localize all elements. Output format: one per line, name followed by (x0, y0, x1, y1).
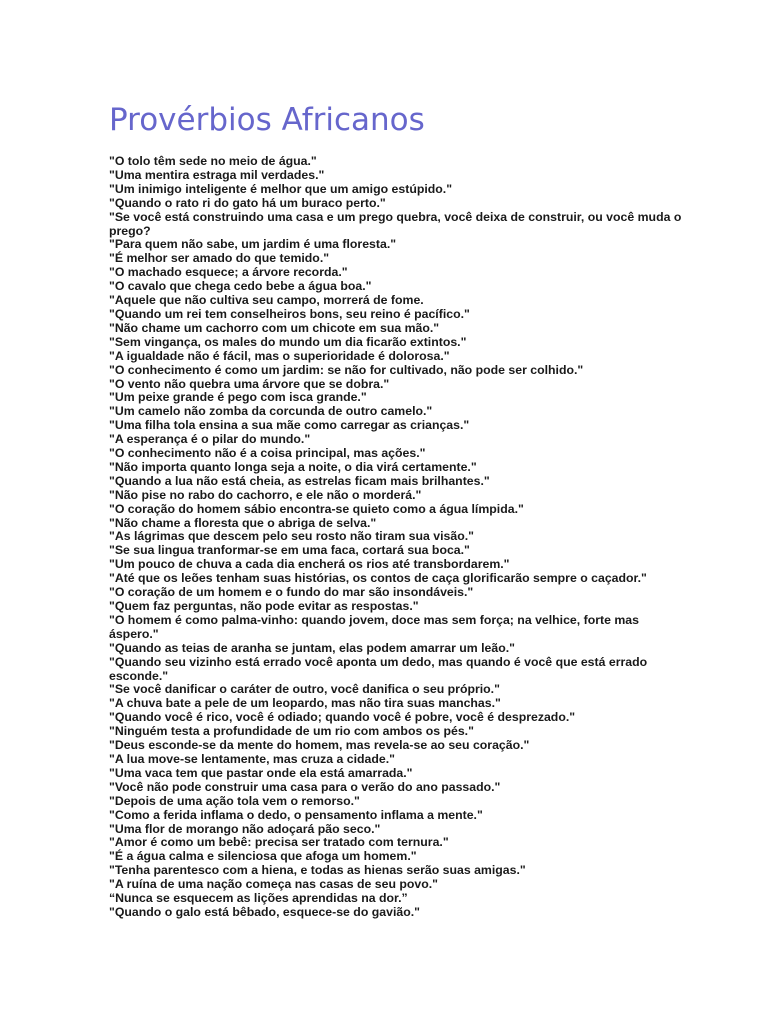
proverb-item: "Ninguém testa a profundidade de um rio com ambos os pés." (109, 724, 474, 739)
proverb-item: "É melhor ser amado do que temido." (109, 251, 330, 266)
proverb-item: "Uma filha tola ensina a sua mãe como carregar as crianças." (109, 418, 470, 433)
proverb-item: "O vento não quebra uma árvore que se dobra." (109, 376, 390, 391)
proverb-item: "Sem vingança, os males do mundo um dia ficarão extintos." (109, 334, 467, 349)
proverb-item: "Quando o galo está bêbado, esquece-se do gavião." (109, 904, 420, 919)
proverb-item: "Quem faz perguntas, não pode evitar as respostas." (109, 599, 419, 613)
proverb-item: "Quando um rei tem conselheiros bons, seu reino é pacífico." (109, 306, 470, 321)
proverb-item: "O conhecimento não é a coisa principal, mas ações." (109, 446, 426, 461)
proverb-item: "A esperança é o pilar do mundo." (109, 432, 311, 447)
proverb-item: "O coração de um homem e o fundo do mar são insondáveis." (109, 585, 474, 600)
proverb-item: "O cavalo que chega cedo bebe a água boa." (109, 279, 372, 294)
proverb-item: "Você não pode construir uma casa para o verão do ano passado." (109, 779, 501, 794)
proverb-item: "O coração do homem sábio encontra-se quieto como a água límpida." (109, 501, 524, 516)
proverb-item: "É a água calma e silenciosa que afoga um homem." (109, 849, 417, 864)
proverb-item: "A chuva bate a pele de um leopardo, mas não tira suas manchas." (109, 696, 501, 711)
proverb-item: "Quando as teias de aranha se juntam, elas podem amarrar um leão." (109, 640, 515, 655)
proverb-list (109, 155, 691, 920)
proverb-item: "Não pise no rabo do cachorro, e ele não o morderá." (109, 487, 422, 502)
proverb-item: "Não importa quanto longa seja a noite, o dia virá certamente." (109, 459, 477, 474)
proverb-item: "Um inimigo inteligente é melhor que um amigo estúpido." (109, 181, 453, 196)
proverb-item: "Um peixe grande é pego com isca grande." (109, 390, 367, 405)
proverb-item: "Se você danificar o caráter de outro, você danifica o seu próprio." (109, 682, 500, 697)
proverb-item: "A ruína de uma nação começa nas casas de seu povo." (109, 877, 439, 892)
proverb-item: "Uma mentira estraga mil verdades." (109, 167, 325, 182)
proverb-item: "Se você está construindo uma casa e um prego quebra, você deixa de construir, ou você muda o prego? (109, 209, 682, 238)
proverb-item: "A igualdade não é fácil, mas o superioridade é dolorosa." (109, 348, 450, 363)
proverb-item: "O machado esquece; a árvore recorda." (109, 265, 348, 280)
proverb-item: "Quando você é rico, você é odiado; quando você é pobre, você é desprezado." (109, 710, 576, 725)
proverb-item: "As lágrimas que descem pelo seu rosto não tiram sua visão." (109, 529, 474, 544)
proverb-item: "Quando a lua não está cheia, as estrelas ficam mais brilhantes." (109, 473, 490, 488)
proverb-item: "Se sua lingua tranformar-se em uma faca, cortará sua boca." (109, 543, 470, 558)
proverb-item: "A lua move-se lentamente, mas cruza a cidade." (109, 751, 395, 766)
proverb-item: "Um pouco de chuva a cada dia encherá os rios até transbordarem." (109, 557, 510, 572)
proverb-item: "O conhecimento é como um jardim: se não for cultivado, não pode ser colhido." (109, 362, 584, 377)
proverb-item: "Até que os leões tenham suas histórias, os contos de caça glorificarão sempre o caçador." (109, 571, 647, 586)
proverb-item: "O homem é como palma-vinho: quando jovem, doce mas sem força; na velhice, forte mas áspero." (109, 612, 639, 641)
proverb-item: "Para quem não sabe, um jardim é uma floresta." (109, 237, 397, 252)
proverb-item: "Um camelo não zomba da corcunda de outro camelo." (109, 404, 433, 419)
proverb-item: "Depois de uma ação tola vem o remorso." (109, 793, 360, 808)
proverb-item: “Nunca se esquecem as lições aprendidas na dor.” (109, 891, 408, 906)
proverb-item: "Uma flor de morango não adoçará pão seco." (109, 821, 381, 836)
proverb-item: "Como a ferida inflama o dedo, o pensamento inflama a mente." (109, 807, 483, 822)
proverb-item: "Quando seu vizinho está errado você aponta um dedo, mas quando é você que está errado esconde." (109, 654, 648, 683)
proverb-item: "Deus esconde-se da mente do homem, mas revela-se ao seu coração." (109, 738, 530, 753)
proverb-item: "Tenha parentesco com a hiena, e todas as hienas serão suas amigas." (109, 863, 526, 878)
proverb-item: "Aquele que não cultiva seu campo, morrerá de fome. (109, 293, 424, 308)
document-title: Provérbios Africanos (109, 102, 425, 138)
proverb-item: "Amor é como um bebê: precisa ser tratado com ternura." (109, 835, 449, 850)
proverb-item: "Uma vaca tem que pastar onde ela está amarrada." (109, 765, 413, 780)
proverb-item: "Quando o rato ri do gato há um buraco perto." (109, 195, 386, 210)
proverb-item: "Não chame a floresta que o abriga de selva." (109, 515, 377, 530)
proverb-item: "Não chame um cachorro com um chicote em sua mão." (109, 320, 440, 335)
proverb-item: "O tolo têm sede no meio de água." (109, 154, 317, 168)
